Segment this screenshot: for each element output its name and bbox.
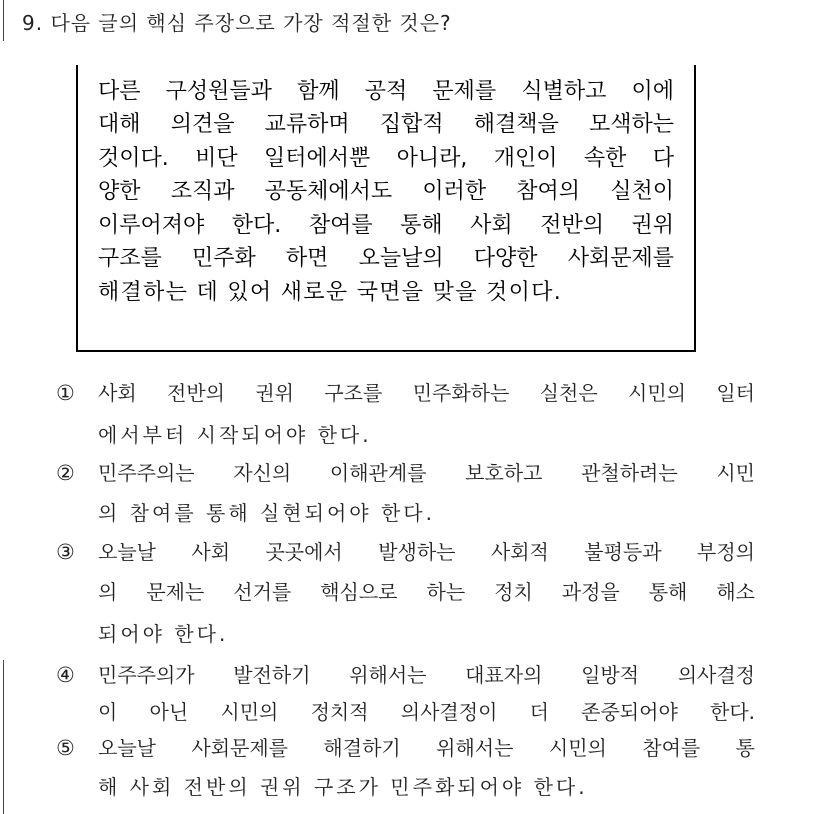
passage-line: 이루어져야 한다. 참여를 통해 사회 전반의 권위 [98, 213, 674, 238]
option-marker: ③ [56, 540, 75, 564]
option-marker: ② [56, 461, 75, 485]
option-marker: ⑤ [56, 736, 75, 760]
option-text: 해 사회 전반의 권위 구조가 민주화되어야 한다. [98, 775, 588, 799]
option-text: 되어야 한다. [98, 622, 229, 646]
option-text: 오늘날 사회문제를 해결하기 위해서는 시민의 참여를 통 [98, 736, 755, 760]
passage-line: 다른 구성원들과 함께 공적 문제를 식별하고 이에 [98, 79, 674, 104]
option-marker: ④ [56, 663, 75, 687]
option-marker: ① [56, 381, 75, 405]
option-text: 이 아닌 시민의 정치적 의사결정이 더 존중되어야 한다. [98, 700, 755, 724]
option-text: 의 참여를 통해 실현되어야 한다. [98, 501, 435, 525]
option-text: 에서부터 시작되어야 한다. [98, 423, 372, 447]
column-divider-line [3, 0, 4, 41]
question-title: 9. 다음 글의 핵심 주장으로 가장 적절한 것은? [22, 11, 452, 35]
column-divider-line [3, 660, 4, 814]
passage-line: 양한 조직과 공동체에서도 이러한 참여의 실천이 [98, 179, 674, 204]
passage-line: 것이다. 비단 일터에서뿐 아니라, 개인이 속한 다 [98, 146, 674, 171]
option-text: 오늘날 사회 곳곳에서 발생하는 사회적 불평등과 부정의 [98, 540, 755, 564]
option-text: 민주주의가 발전하기 위해서는 대표자의 일방적 의사결정 [98, 663, 755, 687]
option-text: 사회 전반의 권위 구조를 민주화하는 실천은 시민의 일터 [98, 381, 755, 405]
passage-box [76, 65, 696, 352]
passage-line: 대해 의견을 교류하며 집합적 해결책을 모색하는 [98, 112, 674, 137]
passage-line: 해결하는 데 있어 새로운 국면을 맞을 것이다. [98, 280, 562, 305]
option-text: 민주주의는 자신의 이해관계를 보호하고 관철하려는 시민 [98, 461, 755, 485]
passage-line: 구조를 민주화 하면 오늘날의 다양한 사회문제를 [98, 246, 674, 271]
option-text: 의 문제는 선거를 핵심으로 하는 정치 과정을 통해 해소 [98, 580, 755, 604]
